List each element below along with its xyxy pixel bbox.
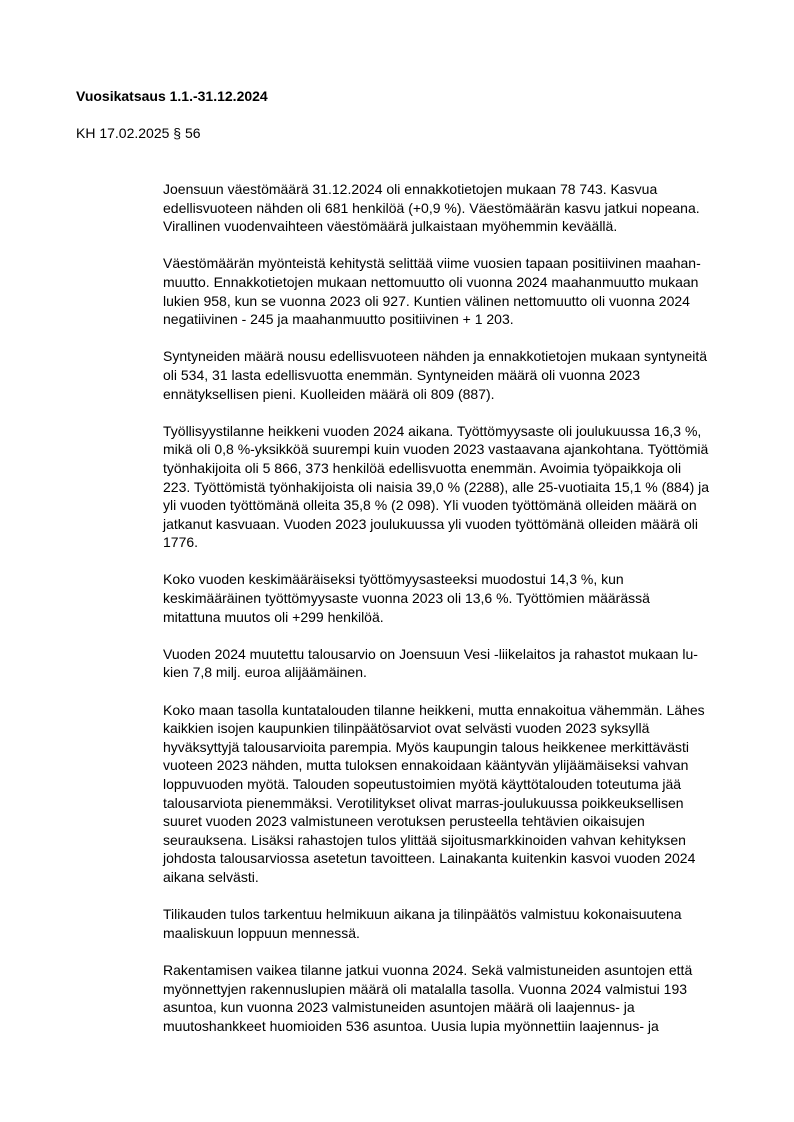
text-line: keskimääräinen työttömyysaste vuonna 2023 oli 13,6 %. Työttömien määrässä (163, 590, 650, 607)
text-line: Työllisyystilanne heikkeni vuoden 2024 aikana. Työttömyysaste oli joulukuussa 16,3 %, (163, 422, 702, 439)
paragraph (163, 347, 748, 403)
text-line: aikana selvästi. (163, 868, 259, 885)
text-line: ennätyksellisen pieni. Kuolleiden määrä oli 809 (887). (163, 385, 495, 402)
text-line: yli vuoden työttömänä olleita 35,8 % (2 098). Yli vuoden työttömänä olleiden määrä on (163, 497, 697, 514)
text-line: oli 534, 31 lasta edellisvuotta enemmän. Syntyneiden määrä oli vuonna 2023 (163, 366, 641, 383)
paragraph (163, 645, 748, 682)
text-line: muutoshankkeet huomioiden 536 asuntoa. Uusia lupia myönnettiin laajennus- ja (163, 1017, 659, 1034)
text-line: Vuoden 2024 muutettu talousarvio on Joensuun Vesi -liikelaitos ja rahastot mukaan lu- (163, 645, 698, 662)
text-line: Koko maan tasolla kuntatalouden tilanne heikkeni, mutta ennakoitua vähemmän. Lähes (163, 701, 705, 718)
paragraph (163, 570, 748, 626)
text-line: talousarviota pienemmäksi. Verotilitykset olivat marras-joulukuussa poikkeuksellisen (163, 794, 684, 811)
text-line: 1776. (163, 534, 199, 551)
text-line: 223. Työttömistä työnhakijoista oli naisia 39,0 % (2288), alle 25-vuotiaita 15,1 % (884) ja (163, 478, 710, 495)
document-title: Vuosikatsaus 1.1.-31.12.2024 (76, 88, 268, 104)
document-reference: KH 17.02.2025 § 56 (76, 125, 201, 141)
text-line: mitattuna muutos oli +299 henkilöä. (163, 608, 384, 625)
text-line: Koko vuoden keskimääräiseksi työttömyysasteeksi muodostui 14,3 %, kun (163, 571, 624, 588)
text-line: johdosta talousarviossa asetetun tavoitteen. Lainakanta kuitenkin kasvoi vuoden 2024 (163, 850, 696, 867)
text-line: Tilikauden tulos tarkentuu helmikuun aikana ja tilinpäätös valmistuu kokonaisuutena (163, 906, 682, 923)
text-line: lukien 958, kun se vuonna 2023 oli 927. Kuntien välinen nettomuutto oli vuonna 2024 (163, 292, 690, 309)
text-line: asuntoa, kun vuonna 2023 valmistuneiden asuntojen määrä oli laajennus- ja (163, 999, 635, 1016)
text-line: edellisvuoteen nähden oli 681 henkilöä (+0,9 %). Väestömäärän kasvu jatkui nopeana. (163, 199, 700, 216)
text-line: seurauksena. Lisäksi rahastojen tulos ylittää sijoitusmarkkinoiden vahvan kehityksen (163, 831, 686, 848)
text-line: Syntyneiden määrä nousu edellisvuoteen nähden ja ennakkotietojen mukaan syntyneitä (163, 348, 708, 365)
text-line: Rakentamisen vaikea tilanne jatkui vuonna 2024. Sekä valmistuneiden asuntojen että (163, 961, 693, 978)
text-line: negatiivinen - 245 ja maahanmuutto positiivinen + 1 203. (163, 311, 514, 328)
paragraph (163, 180, 748, 236)
text-line: muutto. Ennakkotietojen mukaan nettomuutto oli vuonna 2024 maahanmuutto mukaan (163, 273, 699, 290)
text-line: Väestömäärän myönteistä kehitystä selittää viime vuosien tapaan positiivinen maahan- (163, 255, 701, 272)
text-line: hyväksyttyjä talousarvioita parempia. Myös kaupungin talous heikkenee merkittävästi (163, 738, 690, 755)
document-body (163, 180, 748, 1054)
paragraph (163, 701, 748, 887)
text-line: maaliskuun loppuun mennessä. (163, 924, 360, 941)
text-line: mikä oli 0,8 %-yksikköä suurempi kuin vuoden 2023 vastaavana ajankohtana. Työttömiä (163, 441, 709, 458)
text-line: jatkanut kasvuaan. Vuoden 2023 joulukuussa yli vuoden työttömänä olleiden määrä oli (163, 515, 698, 532)
text-line: vuoteen 2023 nähden, mutta tuloksen ennakoidaan kääntyvän ylijäämäiseksi vahvan (163, 757, 689, 774)
text-line: kaikkien isojen kaupunkien tilinpäätösarviot ovat selvästi vuoden 2023 syksyllä (163, 720, 650, 737)
paragraph (163, 422, 748, 552)
text-line: Joensuun väestömäärä 31.12.2024 oli ennakkotietojen mukaan 78 743. Kasvua (163, 181, 658, 197)
paragraph (163, 254, 748, 328)
text-line: loppuvuoden myötä. Talouden sopeutustoimien myötä käyttötalouden toteutuma jää (163, 776, 682, 792)
paragraph (163, 905, 748, 942)
text-line: kien 7,8 milj. euroa alijäämäinen. (163, 664, 367, 681)
text-line: työnhakijoita oli 5 866, 373 henkilöä edellisvuotta enemmän. Avoimia työpaikkoja oli (163, 459, 682, 476)
paragraph (163, 961, 748, 1035)
text-line: myönnettyjen rakennuslupien määrä oli matalalla tasolla. Vuonna 2024 valmistui 193 (163, 980, 688, 997)
text-line: suuret vuoden 2023 valmistuneen verotuksen perusteella tehtävien oikaisujen (163, 813, 645, 830)
text-line: Virallinen vuodenvaihteen väestömäärä julkaistaan myöhemmin keväällä. (163, 218, 618, 235)
